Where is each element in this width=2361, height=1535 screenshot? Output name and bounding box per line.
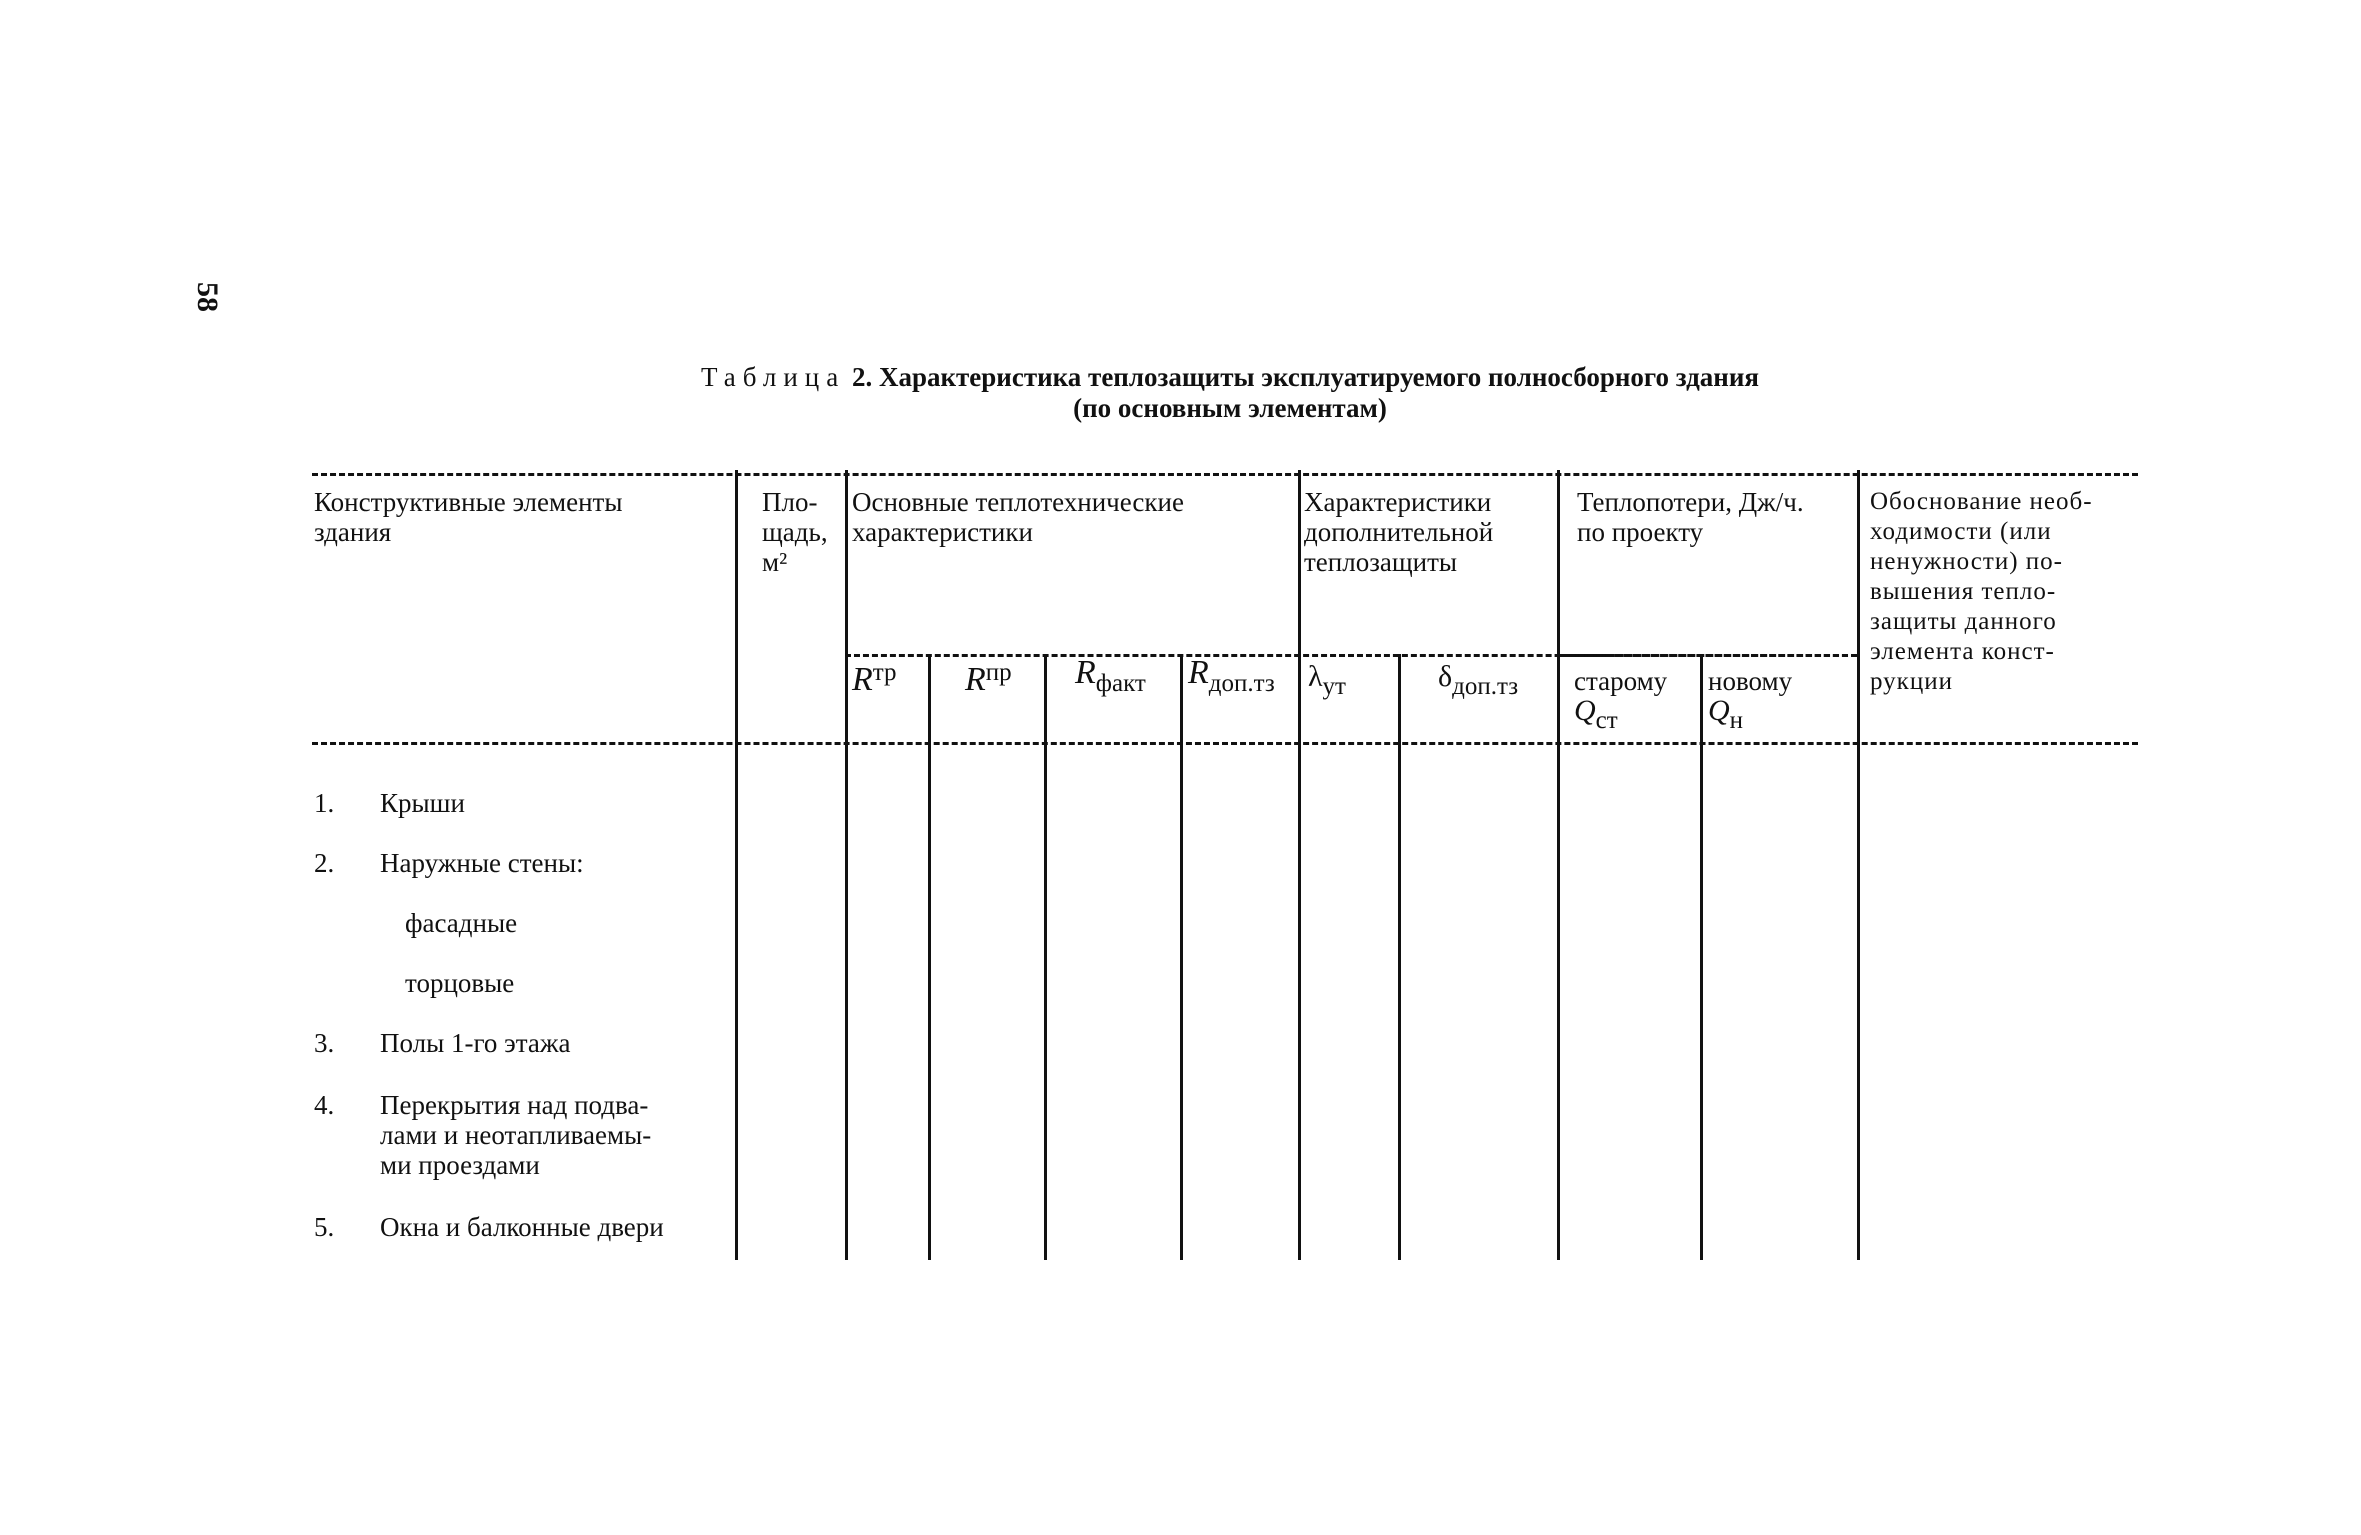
row-number: 4. [314, 1090, 335, 1120]
col-divider-rfakt [1044, 654, 1047, 1260]
header-heat-loss: Теплопотери, Дж/ч. по проекту [1577, 487, 1804, 547]
col-divider-main [845, 470, 848, 1260]
col-divider-justification [1857, 470, 1860, 1260]
header-r-tr: Rтр [852, 659, 897, 698]
header-delta: δдоп.тз [1438, 660, 1519, 700]
table-top-rule [312, 473, 2138, 476]
caption-title-line2: (по основным элементам) [1073, 393, 1387, 423]
col-divider-additional [1298, 470, 1301, 1260]
row-label: Окна и балконные двери [380, 1212, 664, 1242]
header-main-characteristics: Основные теплотехнические характеристики [852, 487, 1184, 547]
header-r-fakt: Rфакт [1075, 654, 1146, 697]
header-elements: Конструктивные элементы здания [314, 487, 623, 547]
header-new: новому Qн [1708, 666, 1793, 734]
header-additional-protection: Характеристики дополнительной теплозащиты [1304, 487, 1494, 577]
table-caption [560, 362, 1900, 424]
caption-number: 2. [845, 362, 873, 392]
header-justification: Обоснование необ- ходимости (или ненужности) по- вышения тепло- защиты данного элемента конст- рукции [1870, 488, 2093, 695]
row-label: Крыши [380, 788, 465, 818]
col-divider-heatloss [1557, 470, 1560, 1260]
row-number: 5. [314, 1212, 335, 1242]
col-divider-rdop [1180, 654, 1183, 1260]
header-r-pr: Rпр [965, 659, 1012, 698]
header-area: Пло- щадь, м² [762, 487, 828, 577]
col-divider-area [735, 470, 738, 1260]
header-old: старому Qст [1574, 666, 1668, 734]
page-number: 58 [191, 282, 224, 312]
header-lambda: λут [1308, 660, 1346, 700]
row-number: 2. [314, 848, 335, 878]
caption-title-line1: Характеристика теплозащиты эксплуатируемого полносборного здания [872, 362, 1760, 392]
subheader-rule-2 [1560, 654, 1857, 657]
col-divider-rpr [928, 654, 931, 1260]
row-label: Перекрытия над подва- лами и неотапливаемы- ми проездами [380, 1090, 652, 1180]
header-bottom-rule [312, 742, 2138, 745]
caption-prefix: Таблица [700, 362, 846, 392]
header-r-dop: Rдоп.тз [1188, 654, 1275, 697]
col-divider-new [1700, 654, 1703, 1260]
row-number: 3. [314, 1028, 335, 1058]
col-divider-delta [1398, 654, 1401, 1260]
row-label: Наружные стены: [380, 848, 584, 878]
row-label: торцовые [405, 968, 515, 998]
row-label: фасадные [405, 908, 518, 938]
row-label: Полы 1-го этажа [380, 1028, 571, 1058]
row-number: 1. [314, 788, 335, 818]
